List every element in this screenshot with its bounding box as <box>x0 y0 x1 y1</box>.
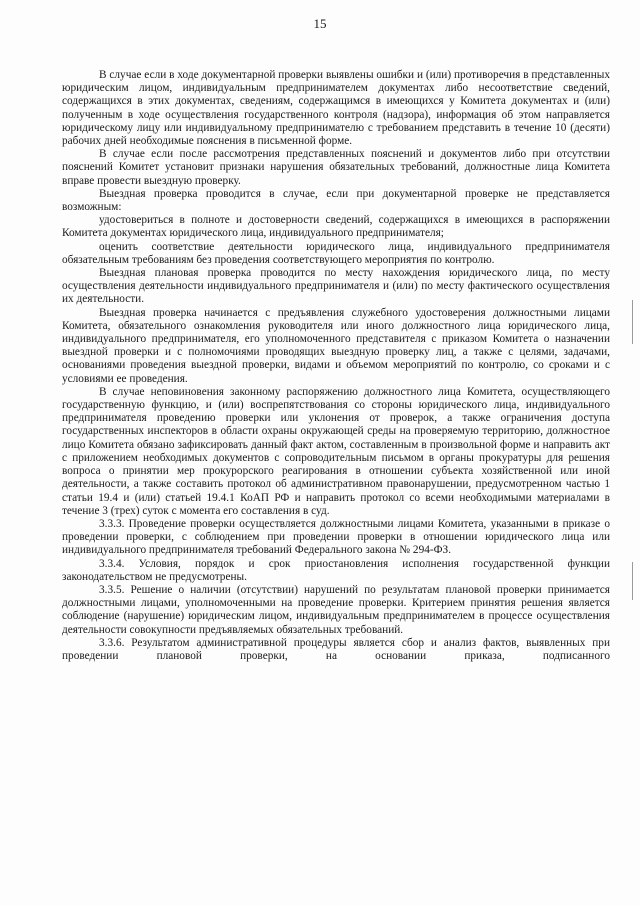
list-item-assess-compliance: оценить соответствие деятельности юридического лица, индивидуального предпринимателя обязательным требованиям без проведения соответствующего мероприятия по контролю. <box>62 240 610 266</box>
page-number: 15 <box>313 16 327 31</box>
section-3-3-3: 3.3.3. Проведение проверки осуществляется должностными лицами Комитета, указанными в приказе о проведении проверки, с соблюдением при проведении проверки в отношении юридического лица или индивидуального предпринимателя требований Федерального закона № 294-ФЗ. <box>62 517 610 557</box>
section-3-3-4: 3.3.4. Условия, порядок и срок приостановления исполнения государственной функции законодательством не предусмотрены. <box>62 557 610 583</box>
scan-edge-mark <box>632 562 633 600</box>
document-body <box>62 69 610 663</box>
list-item-verify-completeness: удостовериться в полноте и достоверности сведений, содержащихся в имеющихся в распоряжении Комитета документах юридического лица, индивидуального предпринимателя; <box>62 214 610 240</box>
paragraph-inspection-start: Выездная проверка начинается с предъявления служебного удостоверения должностными лицами Комитета, обязательного ознакомления руководителя или иного должностного лица юридического лица, индивидуального предпринимателя, его уполномоченного представителя с приказом Комитета о назначении выездной проверки и с полномочиями проводящих выездную проверку лиц, а также с целями, задачами, основаниями проведения выездной проверки, видами и объемом мероприятий по контролю, со сроками и с условиями ее проведения. <box>62 306 610 385</box>
paragraph-planned-inspection-place: Выездная плановая проверка проводится по месту нахождения юридического лица, по месту осуществления деятельности индивидуального предпринимателя и (или) по месту фактического осуществления их деятельности. <box>62 267 610 306</box>
paragraph-obstruction: В случае неповиновения законному распоряжению должностного лица Комитета, осуществляющего государственную функцию, и (или) воспрепятствования со стороны юридического лица, индивидуального предпринимателя проведению проверки или уклонения от проверок, а также ограничения доступа государственных инспекторов в области охраны окружающей среды на проверяемую территорию, должностное лицо Комитета обязано зафиксировать данный факт актом, составленным в произвольной форме и направить акт с приложением необходимых документов с сопроводительным письмом в органы прокуратуры для решения вопроса о принятии мер прокурорского реагирования в отношении субъекта хозяйственной или иной деятельности, а также составить протокол об административном правонарушении, предусмотренном частью 1 статьи 19.4 и (или) статьей 19.4.1 КоАП РФ и направить протокол со всеми необходимыми материалами в течение 3 (трех) суток с момента его составления в суд. <box>62 385 610 517</box>
section-3-3-5: 3.3.5. Решение о наличии (отсутствии) нарушений по результатам плановой проверки принимается должностными лицами, уполномоченными на проведение проверки. Критерием принятия решения является соблюдение (нарушение) юридическим лицом, индивидуальным предпринимателем в процессе осуществления деятельности совокупности предъявляемых обязательных требований. <box>62 583 610 636</box>
paragraph-field-inspection-right: В случае если после рассмотрения представленных пояснений и документов либо при отсутствии пояснений Комитет установит признаки нарушения обязательных требований, должностные лица Комитета вправе провести выездную проверку. <box>62 148 610 187</box>
scan-edge-mark <box>632 300 633 344</box>
paragraph-field-inspection-conditions: Выездная проверка проводится в случае, если при документарной проверке не представляется возможным: <box>62 187 610 214</box>
paragraph-errors-found: В случае если в ходе документарной проверки выявлены ошибки и (или) противоречия в представленных юридическим лицом, индивидуальным предпринимателем документах либо несоответствие сведений, содержащихся в этих документах, сведениям, содержащимся в имеющихся у Комитета документах и (или) полученным в ходе осуществления государственного контроля (надзора), информация об этом направляется юридическому лицу или индивидуальному предпринимателю с требованием представить в течение 10 (десяти) рабочих дней необходимые пояснения в письменной форме. <box>62 69 610 148</box>
section-3-3-6: 3.3.6. Результатом административной процедуры является сбор и анализ фактов, выявленных при проведении плановой проверки, на основании приказа, подписанного <box>62 636 610 662</box>
